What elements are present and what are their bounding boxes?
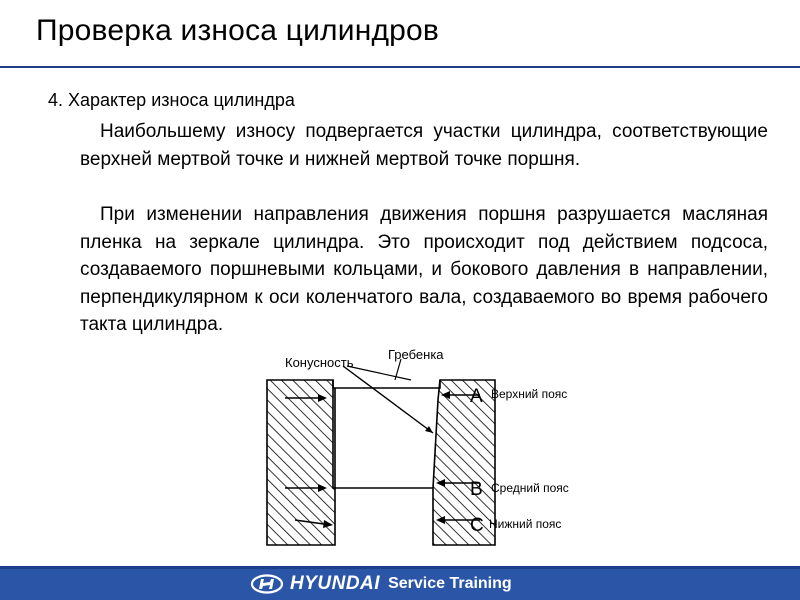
brand-name: HYUNDAI bbox=[290, 573, 381, 594]
section-heading: 4. Характер износа цилиндра bbox=[48, 90, 295, 110]
hyundai-logo-icon bbox=[250, 574, 284, 594]
title-underline bbox=[0, 66, 800, 68]
paragraph-2: При изменении направления движения поршня разрушается масляная пленка на зеркале цилиндра. Это происходит под действием подсоса, создаваемого поршневыми кольцами, и бокового давления в направлении, перпендикулярном к оси коленчатого вала, создаваемого во время рабочего такта цилиндра. bbox=[80, 204, 768, 335]
footer-brand bbox=[250, 572, 512, 596]
slide-title: Проверка износа цилиндров bbox=[36, 14, 440, 47]
service-training-label: Service Training bbox=[388, 575, 512, 592]
cylinder-wear-diagram bbox=[255, 343, 600, 553]
label-taper: Конусность bbox=[285, 355, 354, 370]
label-a: A bbox=[470, 386, 483, 407]
label-middle-zone: Средний пояс bbox=[491, 481, 569, 495]
ridge-step bbox=[333, 380, 440, 388]
label-ridge: Гребенка bbox=[388, 347, 444, 362]
label-lower-zone: Нижний пояс bbox=[489, 517, 562, 531]
label-b: B bbox=[470, 479, 483, 500]
label-c: C bbox=[470, 515, 484, 536]
label-upper-zone: Верхний пояс bbox=[491, 387, 568, 401]
footer-top-band bbox=[0, 566, 800, 569]
paragraph-1: Наибольшему износу подвергается участки цилиндра, соответствующие верхней мертвой точке и нижней мертвой точке поршня. bbox=[80, 121, 768, 170]
